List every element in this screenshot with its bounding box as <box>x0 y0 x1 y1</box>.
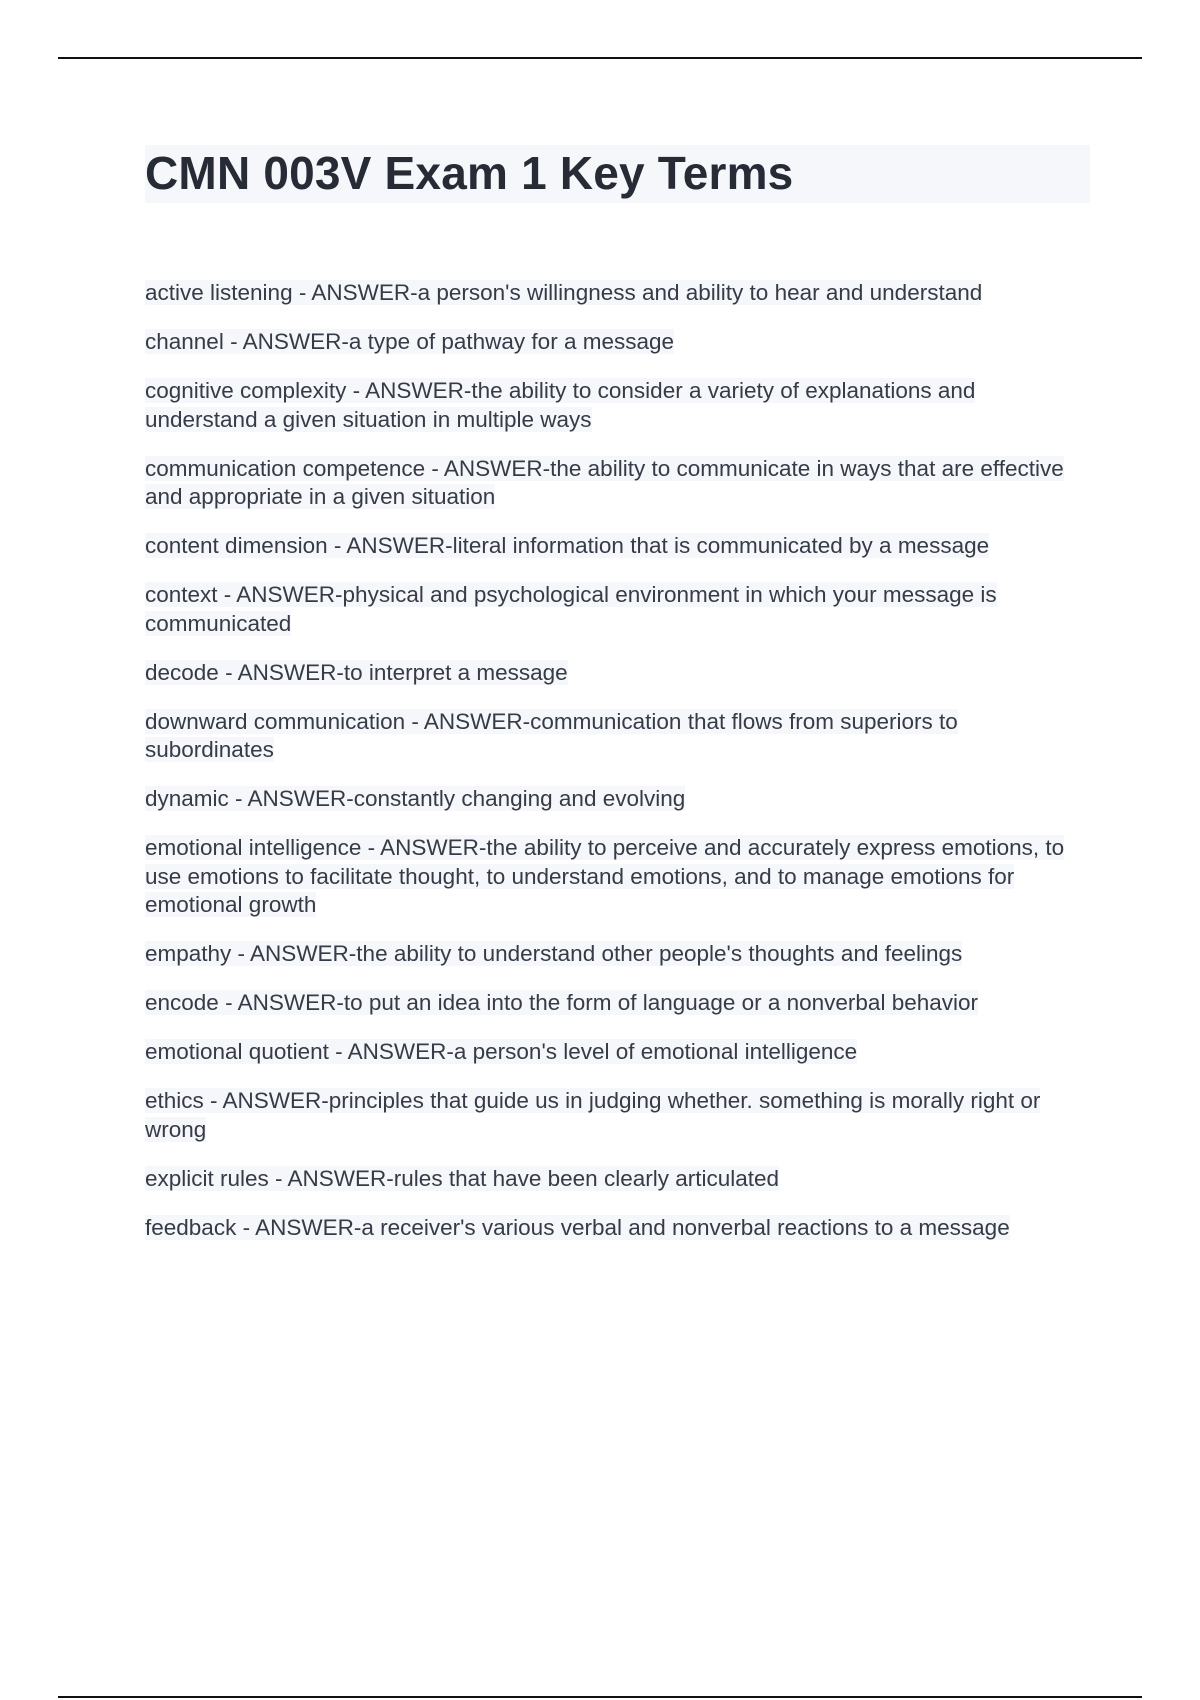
term-item <box>145 455 1090 512</box>
term-item <box>145 581 1090 638</box>
term-item <box>145 532 1090 561</box>
term-item <box>145 279 1090 308</box>
page-content <box>145 145 1090 1263</box>
term-item <box>145 1165 1090 1194</box>
terms-list <box>145 279 1090 1242</box>
term-text: content dimension - ANSWER-literal information that is communicated by a message <box>145 533 990 558</box>
term-text: feedback - ANSWER-a receiver's various verbal and nonverbal reactions to a message <box>145 1214 1010 1240</box>
term-item <box>145 1214 1090 1243</box>
top-divider <box>58 57 1142 59</box>
term-item <box>145 834 1090 920</box>
term-item <box>145 1087 1090 1144</box>
term-text: active listening - ANSWER-a person's willingness and ability to hear and understand <box>145 280 983 305</box>
term-text: empathy - ANSWER-the ability to understand other people's thoughts and feelings <box>145 941 963 966</box>
term-item <box>145 708 1090 765</box>
term-text: communication competence - ANSWER-the ability to communicate in ways that are effective and appropriate in a given situation <box>145 455 1064 509</box>
term-text: emotional quotient - ANSWER-a person's level of emotional intelligence <box>145 1039 858 1064</box>
page-title: CMN 003V Exam 1 Key Terms <box>145 145 1090 203</box>
term-text: downward communication - ANSWER-communication that flows from superiors to subordinates <box>145 708 958 762</box>
term-text: emotional intelligence - ANSWER-the ability to perceive and accurately express emotions, to use emotions to facilitate thought, to understand emotions, and to manage emotions for emotional growth <box>145 835 1065 917</box>
term-text: explicit rules - ANSWER-rules that have been clearly articulated <box>145 1165 780 1191</box>
term-text: encode - ANSWER-to put an idea into the form of language or a nonverbal behavior <box>145 990 979 1015</box>
term-item <box>145 377 1090 434</box>
term-item <box>145 785 1090 814</box>
term-text: cognitive complexity - ANSWER-the ability to consider a variety of explanations and understand a given situation in multiple ways <box>145 378 976 432</box>
term-item <box>145 1038 1090 1067</box>
term-text: dynamic - ANSWER-constantly changing and evolving <box>145 786 686 811</box>
term-item <box>145 940 1090 969</box>
term-text: channel - ANSWER-a type of pathway for a message <box>145 329 675 354</box>
term-text: decode - ANSWER-to interpret a message <box>145 659 568 685</box>
term-item <box>145 659 1090 688</box>
term-item <box>145 989 1090 1018</box>
term-item <box>145 328 1090 357</box>
term-text: context - ANSWER-physical and psychological environment in which your message is communicated <box>145 582 997 636</box>
term-text: ethics - ANSWER-principles that guide us in judging whether. something is morally right or wrong <box>145 1088 1041 1142</box>
bottom-divider <box>58 1696 1142 1698</box>
